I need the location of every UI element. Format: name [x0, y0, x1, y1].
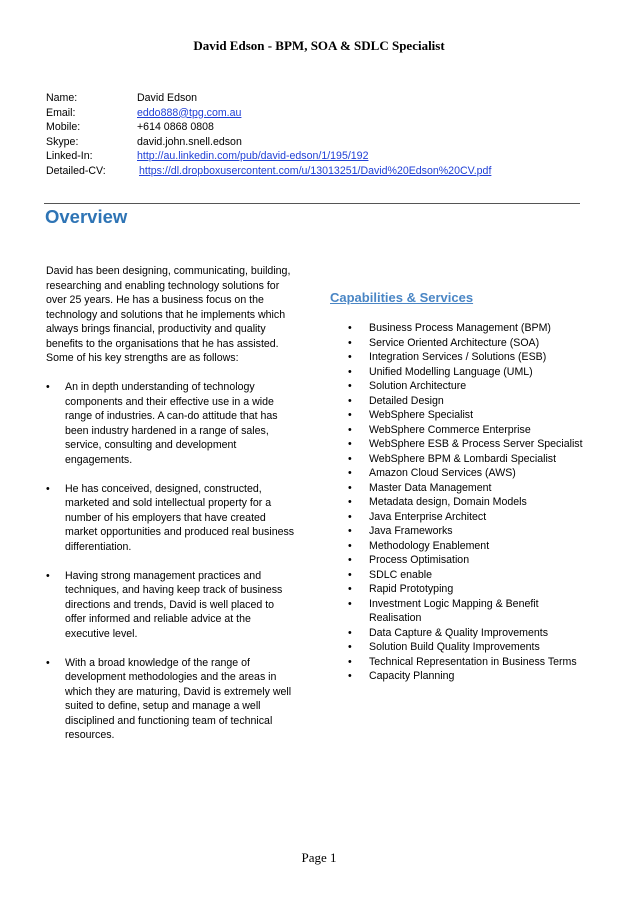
capability-text: WebSphere Commerce Enterprise — [369, 423, 531, 436]
capability-text: Solution Architecture — [369, 380, 467, 392]
contact-label: Linked-In: — [46, 150, 93, 162]
bullet-icon: • — [348, 525, 352, 537]
capability-item — [348, 336, 588, 351]
bullet-icon: • — [348, 583, 352, 595]
capability-item — [348, 640, 588, 655]
overview-heading: Overview — [45, 206, 128, 227]
capability-text: SDLC enable — [369, 568, 433, 581]
capability-item — [348, 466, 588, 481]
contact-row-email — [46, 106, 491, 121]
capability-item — [348, 365, 588, 380]
capability-text: WebSphere ESB & Process Server Specialist — [369, 438, 583, 450]
contact-label: Detailed-CV: — [46, 164, 106, 177]
capability-text: Technical Representation in Business Terms — [369, 655, 577, 668]
bullet-icon: • — [348, 641, 352, 653]
strength-item — [46, 380, 296, 467]
capability-text: Unified Modelling Language (UML) — [369, 365, 533, 378]
capability-item — [348, 568, 588, 583]
strengths-list — [46, 380, 296, 743]
capability-text: Metadata design, Domain Models — [369, 496, 527, 508]
bullet-icon: • — [348, 496, 352, 508]
capability-text: Java Enterprise Architect — [369, 510, 487, 523]
bullet-icon: • — [46, 482, 50, 495]
bullet-icon: • — [348, 597, 352, 610]
capability-item — [348, 423, 588, 438]
bullet-icon: • — [348, 438, 352, 450]
strength-text: An in depth understanding of technology components and their effective use in a wide range of industries. A can-do attitude that has been industry hardened in a range of sales, service, consulting and development engagements. — [65, 381, 278, 466]
contact-skype-value: david.john.snell.edson — [137, 135, 242, 148]
overview-intro: David has been designing, communicating, building, researching and enabling technology solutions for over 25 years. He has a business focus on the technology and solutions that he implements which always brings financial, productivity and quality benefits to the organisations that he has assisted. Some of his key strengths are as follows: — [46, 265, 291, 364]
contact-row-detailed-cv — [46, 164, 491, 179]
bullet-icon: • — [348, 481, 352, 494]
capability-text: Process Optimisation — [369, 554, 470, 566]
capability-item — [348, 437, 588, 452]
bullet-icon: • — [46, 656, 50, 669]
bullet-icon: • — [348, 409, 352, 421]
capability-item — [348, 495, 588, 510]
capability-item — [348, 582, 588, 597]
bullet-icon: • — [348, 510, 352, 523]
capability-item — [348, 553, 588, 568]
strength-text: Having strong management practices and techniques, and having keep track of business directions and trends, David is well placed to offer informed and reliable advice at the executive level. — [65, 569, 283, 640]
capability-item — [348, 669, 588, 684]
capability-text: Service Oriented Architecture (SOA) — [369, 336, 540, 349]
bullet-icon: • — [348, 322, 352, 334]
page-number: Page 1 — [301, 850, 337, 865]
contact-details — [46, 91, 491, 178]
email-link[interactable]: eddo888@tpg.com.au — [137, 106, 242, 119]
bullet-icon: • — [46, 569, 50, 582]
bullet-icon: • — [348, 467, 352, 479]
capability-text: Master Data Management — [369, 481, 492, 494]
capability-item — [348, 321, 588, 336]
bullet-icon: • — [348, 336, 352, 349]
capability-item — [348, 510, 588, 525]
contact-row-skype — [46, 135, 491, 150]
capability-text: Detailed Design — [369, 394, 444, 407]
section-divider — [44, 203, 580, 204]
capability-item — [348, 597, 588, 626]
bullet-icon: • — [46, 381, 50, 393]
capability-text: WebSphere BPM & Lombardi Specialist — [369, 452, 557, 465]
linkedin-link[interactable]: http://au.linkedin.com/pub/david-edson/1/195/192 — [137, 150, 369, 162]
strength-item — [46, 656, 296, 743]
strength-text: He has conceived, designed, constructed, marketed and sold intellectual property for a number of his employers that have created market opportunities and produced real business differentiation. — [65, 482, 295, 553]
bullet-icon: • — [348, 626, 352, 639]
capability-text: Business Process Management (BPM) — [369, 322, 551, 334]
capability-item — [348, 379, 588, 394]
capability-text: Java Frameworks — [369, 525, 453, 537]
contact-row-name — [46, 91, 491, 106]
capability-text: WebSphere Specialist — [369, 409, 474, 421]
capability-text: Solution Build Quality Improvements — [369, 641, 540, 653]
capability-text: Integration Services / Solutions (ESB) — [369, 351, 547, 363]
bullet-icon: • — [348, 365, 352, 378]
bullet-icon: • — [348, 423, 352, 436]
capability-item — [348, 539, 588, 554]
capability-text: Investment Logic Mapping & Benefit Realisation — [369, 597, 539, 624]
contact-mobile-value: +614 0868 0808 — [137, 121, 214, 133]
bullet-icon: • — [348, 380, 352, 392]
contact-label: Skype: — [46, 135, 79, 148]
contact-label: Email: — [46, 106, 76, 119]
bullet-icon: • — [348, 655, 352, 668]
capability-item — [348, 408, 588, 423]
capability-text: Data Capture & Quality Improvements — [369, 626, 548, 639]
capability-item — [348, 655, 588, 670]
bullet-icon: • — [348, 568, 352, 581]
capability-item — [348, 626, 588, 641]
document-header-title: David Edson - BPM, SOA & SDLC Specialist — [193, 38, 445, 53]
strength-text: With a broad knowledge of the range of development methodologies and the areas in which they are maturing, David is extremely well suited to define, setup and manage a well disciplined and functioning team of technical resources. — [65, 656, 292, 741]
bullet-icon: • — [348, 554, 352, 566]
bullet-icon: • — [348, 452, 352, 465]
capability-item — [348, 452, 588, 467]
capability-item — [348, 481, 588, 496]
bullet-icon: • — [348, 539, 352, 552]
capability-item — [348, 524, 588, 539]
capabilities-heading-link[interactable]: Capabilities & Services — [330, 290, 474, 305]
contact-name-value: David Edson — [137, 92, 198, 104]
contact-row-linkedin — [46, 149, 491, 164]
capability-text: Methodology Enablement — [369, 539, 490, 552]
contact-label: Name: — [46, 92, 78, 104]
detailed-cv-link[interactable]: https://dl.dropboxusercontent.com/u/13013251/David%20Edson%20CV.pdf — [139, 164, 492, 177]
contact-row-mobile — [46, 120, 491, 135]
bullet-icon: • — [348, 670, 352, 682]
strength-item — [46, 569, 296, 642]
capability-text: Amazon Cloud Services (AWS) — [369, 467, 516, 479]
bullet-icon: • — [348, 351, 352, 363]
capability-item — [348, 394, 588, 409]
capabilities-list — [348, 321, 588, 684]
overview-section — [46, 264, 296, 757]
contact-label: Mobile: — [46, 121, 81, 133]
capability-text: Rapid Prototyping — [369, 583, 454, 595]
capability-item — [348, 350, 588, 365]
capability-text: Capacity Planning — [369, 670, 455, 682]
strength-item — [46, 482, 296, 555]
bullet-icon: • — [348, 394, 352, 407]
